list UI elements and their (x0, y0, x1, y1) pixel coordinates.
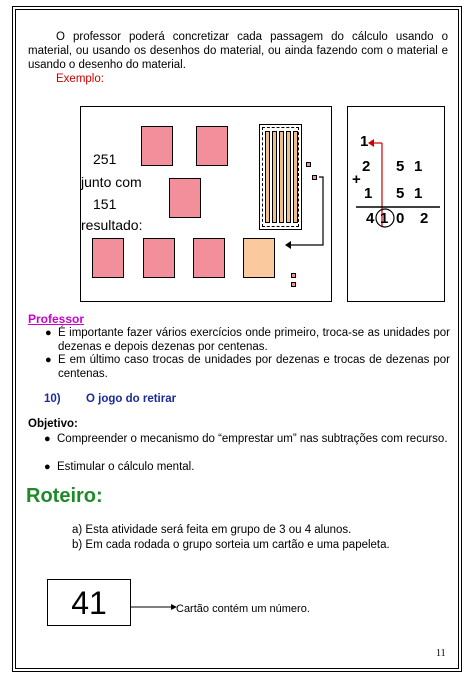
objetivo-bullet-text: Compreender o mecanismo do “emprestar um” nas subtrações com recurso. (57, 433, 448, 445)
intro-paragraph (28, 30, 448, 72)
result-units: 2 (420, 210, 429, 227)
professor-bullet-text: E em último caso trocas de unidades por dezenas e trocas de dezenas por centenas. (58, 354, 450, 380)
objetivo-title: Objetivo: (28, 418, 78, 430)
objetivo-bullet (44, 432, 450, 446)
figure-number-251: 251 (93, 151, 117, 167)
result-hundreds: 1 (380, 210, 389, 227)
addend2-tens: 5 (396, 185, 405, 202)
result-thousands: 4 (366, 210, 375, 227)
bullet-icon: ● (44, 433, 51, 445)
intro-text: O professor poderá concretizar cada passagem do cálculo usando o material, ou usando os desenhos do material, ou ainda fazendo com o material e usando o desenho do material. (28, 31, 448, 71)
bullet-icon: ● (45, 354, 52, 366)
objetivo-bullet-text: Estimular o cálculo mental. (57, 461, 195, 473)
professor-bullet (45, 326, 450, 354)
plus-sign: + (352, 171, 361, 188)
objetivo-bullet (44, 460, 450, 474)
card-arrow (131, 602, 179, 612)
figure-number-151: 151 (93, 196, 117, 212)
professor-bullet (45, 353, 450, 381)
column-addition-figure (347, 106, 445, 302)
addend1-tens: 5 (396, 158, 405, 175)
exemplo-label: Exemplo: (56, 73, 104, 85)
addend1-hundreds: 2 (362, 158, 371, 175)
card-label: Cartão contém um número. (176, 603, 310, 615)
figure-junto-com: junto com (81, 174, 142, 190)
roteiro-title: Roteiro: (26, 485, 103, 507)
roteiro-step: a) Esta atividade será feita em grupo de 3 ou 4 alunos. (72, 524, 352, 536)
result-tens: 0 (396, 210, 405, 227)
professor-title: Professor (28, 312, 85, 326)
addend2-units: 1 (414, 185, 423, 202)
roteiro-step: b) Em cada rodada o grupo sorteia um cartão e uma papeleta. (72, 539, 390, 551)
section-title: O jogo do retirar (86, 393, 177, 405)
page-number: 11 (436, 648, 446, 659)
carry-arrow (348, 107, 444, 301)
number-card: 41 (47, 579, 131, 626)
bullet-icon: ● (44, 461, 51, 473)
bullet-icon: ● (45, 327, 52, 339)
addend2-hundreds: 1 (364, 185, 373, 202)
trade-arrow (81, 107, 331, 301)
section-number: 10) (44, 393, 61, 405)
figure-resultado: resultado: (81, 217, 143, 233)
professor-bullet-text: É importante fazer vários exercícios onde primeiro, troca-se as unidades por dezenas e depois dezenas por centenas. (58, 327, 450, 353)
addend1-units: 1 (414, 158, 423, 175)
carry-digit: 1 (360, 133, 369, 150)
material-figure (80, 106, 332, 302)
